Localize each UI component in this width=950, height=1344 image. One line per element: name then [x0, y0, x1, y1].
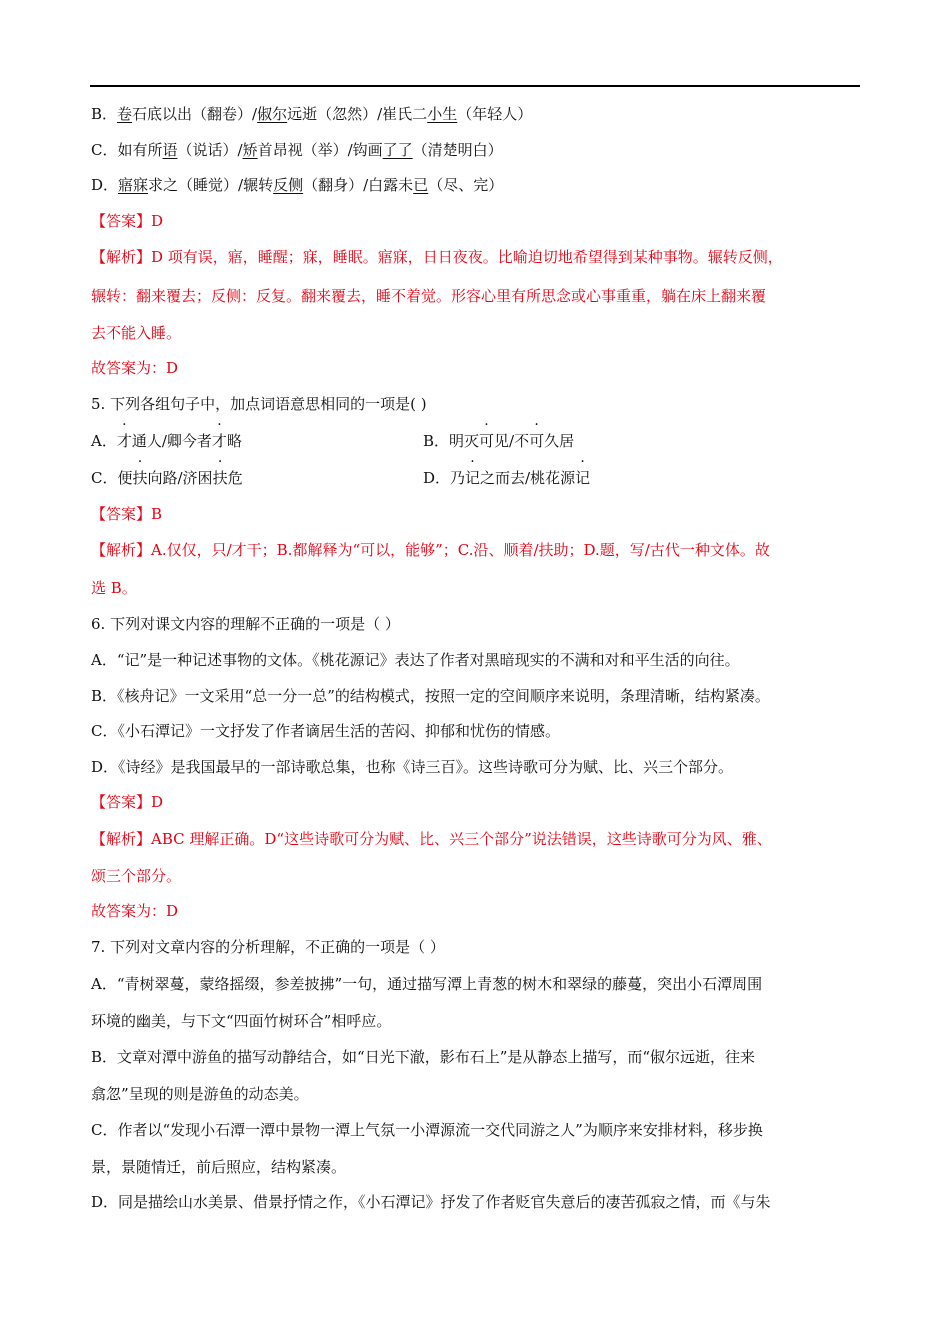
q6-stem: 6. 下列对课文内容的理解不正确的一项是（ ） [91, 615, 400, 633]
q7-option-c-line1: C．作者以“发现小石潭一潭中景物一潭上气氛一小潭源流一交代同游之人”为顺序来安排材料，移步换 [91, 1121, 763, 1139]
q6-option-c: C．《小石潭记》一文抒发了作者谪居生活的苦闷、抑郁和忧伤的情感。 [91, 722, 560, 740]
q5-option-a: A．才通人/卿今者才略 [91, 432, 242, 450]
q6-analysis-line2: 颂三个部分。 [91, 867, 182, 885]
q5-option-b: B．明灭可见/不可久居 [423, 432, 575, 450]
q4-option-c: C．如有所语（说话）/矫首昂视（举）/钩画了了（清楚明白） [91, 141, 503, 159]
q5-answer: 【答案】B [91, 505, 163, 523]
header-rule [90, 85, 860, 87]
q4-final-answer: 故答案为：D [91, 359, 179, 377]
q7-option-b-line1: B．文章对潭中游鱼的描写动静结合，如“日光下澈，影布石上”是从静态上描写，而“俶尔远逝，往来 [91, 1048, 756, 1066]
q4-option-b: B．卷石底以出（翻卷）/俶尔远逝（忽然）/崔氏二小生（年轻人） [91, 105, 533, 123]
q7-option-b-line2: 翕忽”呈现的则是游鱼的动态美。 [91, 1085, 309, 1103]
q6-option-a: A．“记”是一种记述事物的文体。《桃花源记》表达了作者对黑暗现实的不满和对和平生活的向往。 [91, 651, 740, 669]
q4-option-d: D．寤寐求之（睡觉）/辗转反侧（翻身）/白露未已（尽、完） [91, 176, 504, 194]
q6-option-d: D．《诗经》是我国最早的一部诗歌总集，也称《诗三百》。这些诗歌可分为赋、比、兴三个部分。 [91, 758, 734, 776]
q7-option-a-line1: A．“青树翠蔓，蒙络摇缀，参差披拂”一句，通过描写潭上青葱的树木和翠绿的藤蔓，突出小石潭周围 [91, 975, 763, 993]
q5-stem: 5. 下列各组句子中，加点词语意思相同的一项是( ) [91, 395, 427, 413]
q6-final-answer: 故答案为：D [91, 902, 179, 920]
q6-answer: 【答案】D [91, 793, 164, 811]
q6-analysis-line1: 【解析】ABC 理解正确。D“这些诗歌可分为赋、比、兴三个部分”说法错误，这些诗歌可分为风、雅、 [91, 830, 772, 848]
q4-analysis-line2: 辗转：翻来覆去；反侧：反复。翻来覆去，睡不着觉。形容心里有所思念或心事重重，躺在床上翻来覆 [91, 287, 767, 305]
q5-option-d: D．乃记之而去/桃花源记 [423, 469, 591, 487]
q7-option-c-line2: 景，景随情迁，前后照应，结构紧凑。 [91, 1158, 347, 1176]
q4-analysis-line1: 【解析】D 项有误，寤，睡醒；寐，睡眠。寤寐，日日夜夜。比喻迫切地希望得到某种事物。辗转反侧， [91, 248, 783, 266]
q5-analysis-line2: 选 B。 [91, 579, 137, 597]
q7-option-a-line2: 环境的幽美，与下文“四面竹树环合”相呼应。 [91, 1012, 392, 1030]
q5-option-c: C．便扶向路/济困扶危 [91, 469, 243, 487]
q4-answer: 【答案】D [91, 212, 164, 230]
q6-option-b: B．《核舟记》一文采用“总一分一总”的结构模式，按照一定的空间顺序来说明，条理清晰，结构紧凑。 [91, 687, 770, 705]
q4-analysis-line3: 去不能入睡。 [91, 324, 182, 342]
q5-analysis-line1: 【解析】A.仅仅，只/才干；B.都解释为“可以，能够”；C.沿、顺着/扶助；D.题，写/古代一种文体。故 [91, 541, 770, 559]
q7-option-d-line1: D．同是描绘山水美景、借景抒情之作，《小石潭记》抒发了作者贬官失意后的凄苦孤寂之情，而《与朱 [91, 1193, 771, 1211]
q7-stem: 7. 下列对文章内容的分析理解，不正确的一项是（ ） [91, 938, 445, 956]
